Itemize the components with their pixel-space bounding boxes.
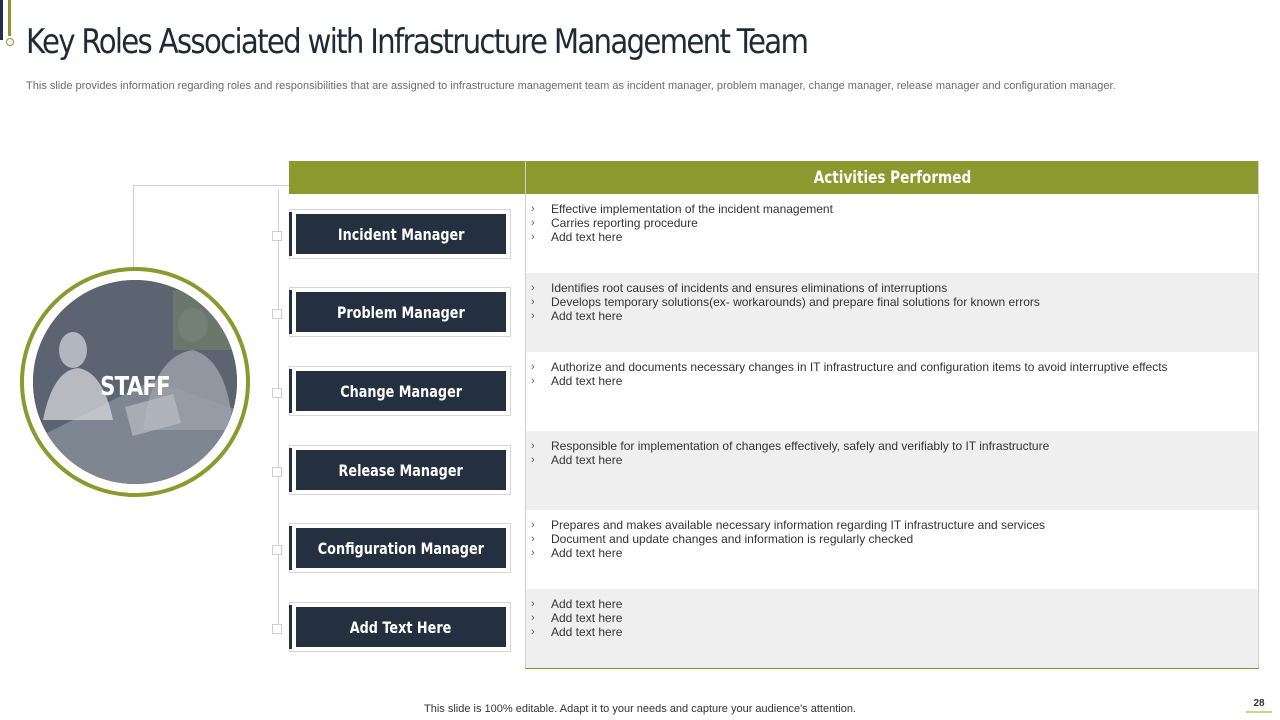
activity-text: Responsible for implementation of changes effectively, safely and verifiably to IT infrastructure [551,439,1050,453]
role-connector-box [272,624,282,634]
chevron-right-icon: › [531,217,535,229]
activity-text: Add text here [551,374,623,388]
connector-line-left [133,185,134,269]
activity-bullet [530,597,1258,611]
staff-photo [33,280,237,484]
accent-dot [6,38,14,46]
activity-text: Add text here [551,546,623,560]
chevron-right-icon: › [531,231,535,243]
footer-note: This slide is 100% editable. Adapt it to your needs and capture your audience's attention. [424,703,856,715]
slide-subtitle: This slide provides information regarding roles and responsibilities that are assigned to infrastructure management team as incident manager, problem manager, change manager, release manager and configuration manager. [26,80,1116,92]
activity-row-release-manager [526,431,1258,510]
role-card-release-manager [289,445,511,495]
role-label: Release Manager [338,460,464,480]
chevron-right-icon: › [531,454,535,466]
role-connector-box [272,545,282,555]
activity-text: Prepares and makes available necessary information regarding IT infrastructure and services [551,518,1046,532]
role-connector-box [272,231,282,241]
activity-text: Authorize and documents necessary changes in IT infrastructure and configuration items to avoid interruptive effects [551,360,1168,374]
role-label: Problem Manager [337,302,465,322]
activity-bullet [530,453,1258,467]
role-card-configuration-manager [289,523,511,573]
activity-bullet [530,360,1258,374]
activity-bullet [530,309,1258,323]
role-button-problem-manager[interactable] [296,292,506,332]
role-connector-box [272,388,282,398]
role-label: Change Manager [340,381,462,401]
activity-row-configuration-manager [526,510,1258,589]
role-label: Configuration Manager [317,538,485,558]
chevron-right-icon: › [531,547,535,559]
activity-text: Add text here [551,611,623,625]
accent-bar-dark [0,0,3,40]
activity-row-add-text [526,589,1258,668]
activity-bullet [530,625,1258,639]
chevron-right-icon: › [531,612,535,624]
role-button-add-text[interactable] [296,607,506,647]
role-label: Incident Manager [337,224,465,244]
activities-header [526,161,1258,194]
chevron-right-icon: › [531,626,535,638]
chevron-right-icon: › [531,440,535,452]
role-connector-box [272,309,282,319]
slide-title: Key Roles Associated with Infrastructure Management Team [26,22,808,62]
activity-text: Add text here [551,453,623,467]
role-button-configuration-manager[interactable] [296,528,506,568]
role-connector-box [272,467,282,477]
staff-label: STAFF [100,372,170,402]
activity-text: Add text here [551,230,623,244]
activity-text: Add text here [551,309,623,323]
activity-text: Develops temporary solutions(ex- workarounds) and prepare final solutions for known errors [551,295,1040,309]
chevron-right-icon: › [531,598,535,610]
activity-bullet [530,532,1258,546]
activity-row-problem-manager [526,273,1258,352]
role-card-incident-manager [289,209,511,259]
page-number: 28 [1246,698,1272,713]
activities-header-label: Activities Performed [813,167,971,188]
activity-bullet [530,230,1258,244]
activity-text: Document and update changes and information is regularly checked [551,532,914,546]
chevron-right-icon: › [531,282,535,294]
staff-circle [20,267,250,497]
role-card-problem-manager [289,287,511,337]
activity-text: Carries reporting procedure [551,216,698,230]
connector-line-top [133,185,289,186]
activities-table [525,161,1259,669]
activity-text: Add text here [551,597,623,611]
activity-text: Add text here [551,625,623,639]
activity-text: Identifies root causes of incidents and ensures eliminations of interruptions [551,281,948,295]
role-button-change-manager[interactable] [296,371,506,411]
chevron-right-icon: › [531,533,535,545]
activity-bullet [530,202,1258,216]
activity-bullet [530,546,1258,560]
role-label: Add Text Here [350,617,452,637]
chevron-right-icon: › [531,203,535,215]
role-card-add-text [289,602,511,652]
role-button-incident-manager[interactable] [296,214,506,254]
header-corner-block [289,161,525,194]
activity-row-change-manager [526,352,1258,431]
activity-bullet [530,216,1258,230]
activity-row-incident-manager [526,194,1258,273]
connector-spine [278,190,279,630]
activity-bullet [530,374,1258,388]
role-card-change-manager [289,366,511,416]
activity-bullet [530,611,1258,625]
accent-bar-olive [8,0,11,36]
chevron-right-icon: › [531,310,535,322]
activity-bullet [530,295,1258,309]
role-button-release-manager[interactable] [296,450,506,490]
chevron-right-icon: › [531,361,535,373]
activity-text: Effective implementation of the incident management [551,202,833,216]
activity-bullet [530,281,1258,295]
activity-bullet [530,518,1258,532]
chevron-right-icon: › [531,296,535,308]
activity-bullet [530,439,1258,453]
chevron-right-icon: › [531,375,535,387]
chevron-right-icon: › [531,519,535,531]
